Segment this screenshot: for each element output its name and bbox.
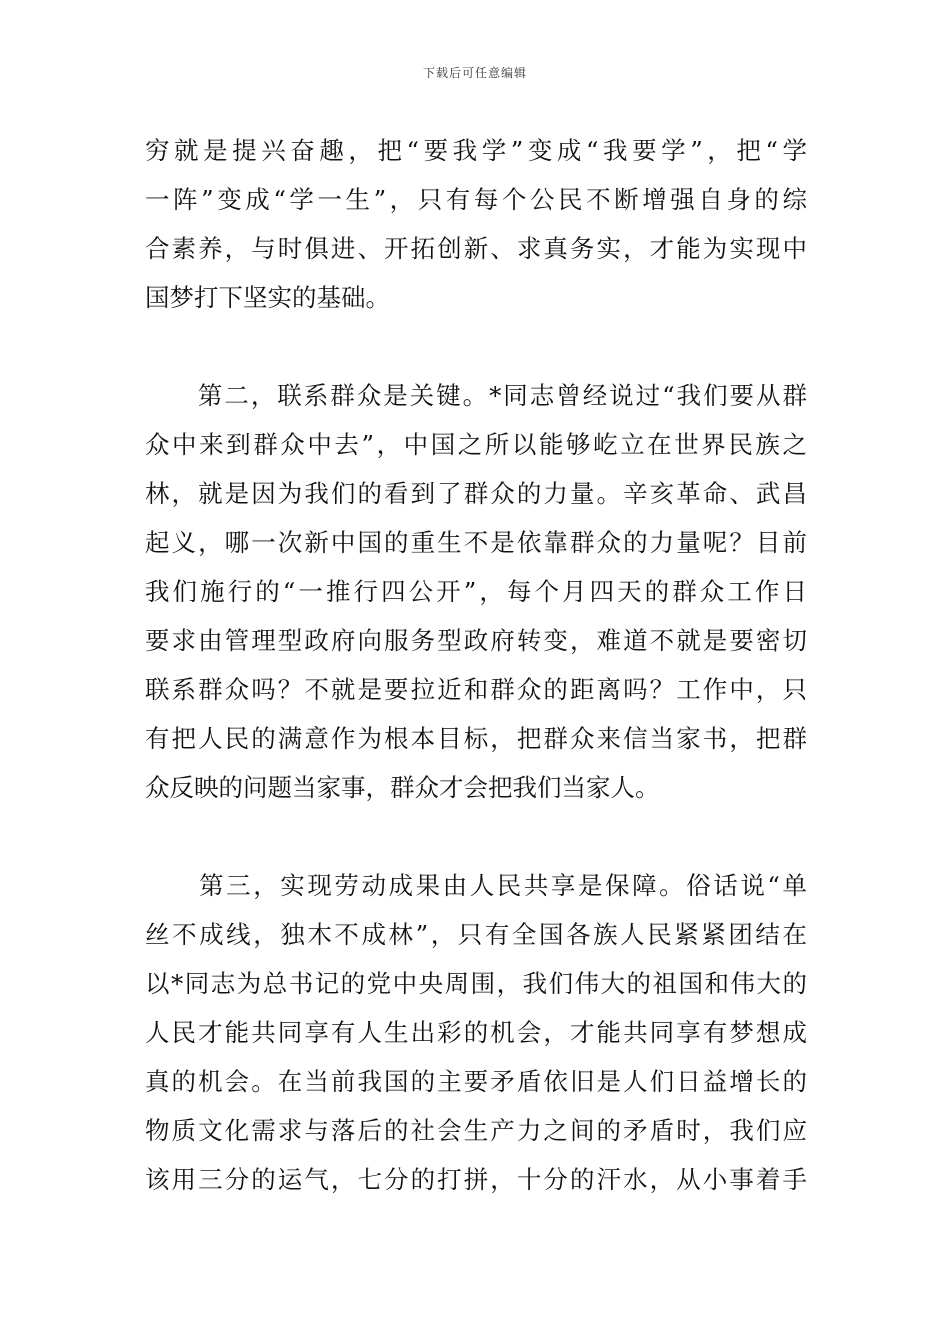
text-line: 众中来到群众中去”，中国之所以能够屹立在世界民族之 (145, 430, 807, 459)
text-line: 穷就是提兴奋趣，把“要我学”变成“我要学”，把“学 (145, 136, 807, 165)
page-header: 下载后可任意编辑 (422, 66, 527, 80)
text-line: 众反映的问题当家事，群众才会把我们当家人。 (145, 773, 660, 802)
text-line: 林，就是因为我们的看到了群众的力量。辛亥革命、武昌 (145, 479, 807, 508)
paragraph (145, 126, 807, 322)
text-line: 物质文化需求与落后的社会生产力之间的矛盾时，我们应 (145, 1116, 807, 1145)
paragraph (145, 861, 807, 1204)
paragraph (145, 371, 807, 812)
text-line: 一阵”变成“学一生”，只有每个公民不断增强自身的综 (145, 185, 807, 214)
text-line: 要求由管理型政府向服务型政府转变，难道不就是要密切 (145, 626, 807, 655)
text-line: 第二，联系群众是关键。*同志曾经说过“我们要从群 (145, 381, 807, 410)
text-line: 起义，哪一次新中国的重生不是依靠群众的力量呢？目前 (145, 528, 807, 557)
text-line: 人民才能共同享有人生出彩的机会，才能共同享有梦想成 (145, 1018, 807, 1047)
paragraph-gap (145, 322, 807, 371)
text-line: 国梦打下坚实的基础。 (145, 283, 390, 312)
document-body (145, 126, 807, 1204)
text-line: 有把人民的满意作为根本目标，把群众来信当家书，把群 (145, 724, 807, 753)
text-line: 我们施行的“一推行四公开”，每个月四天的群众工作日 (145, 577, 807, 606)
text-line: 第三，实现劳动成果由人民共享是保障。俗话说“单 (145, 871, 807, 900)
text-line: 联系群众吗？不就是要拉近和群众的距离吗？工作中，只 (145, 675, 807, 704)
text-line: 该用三分的运气，七分的打拼，十分的汗水，从小事着手 (145, 1165, 807, 1194)
text-line: 真的机会。在当前我国的主要矛盾依旧是人们日益增长的 (145, 1067, 807, 1096)
text-line: 合素养，与时俱进、开拓创新、求真务实，才能为实现中 (145, 234, 807, 263)
text-line: 丝不成线，独木不成林”，只有全国各族人民紧紧团结在 (145, 920, 807, 949)
paragraph-gap (145, 812, 807, 861)
text-line: 以*同志为总书记的党中央周围，我们伟大的祖国和伟大的 (145, 969, 807, 998)
